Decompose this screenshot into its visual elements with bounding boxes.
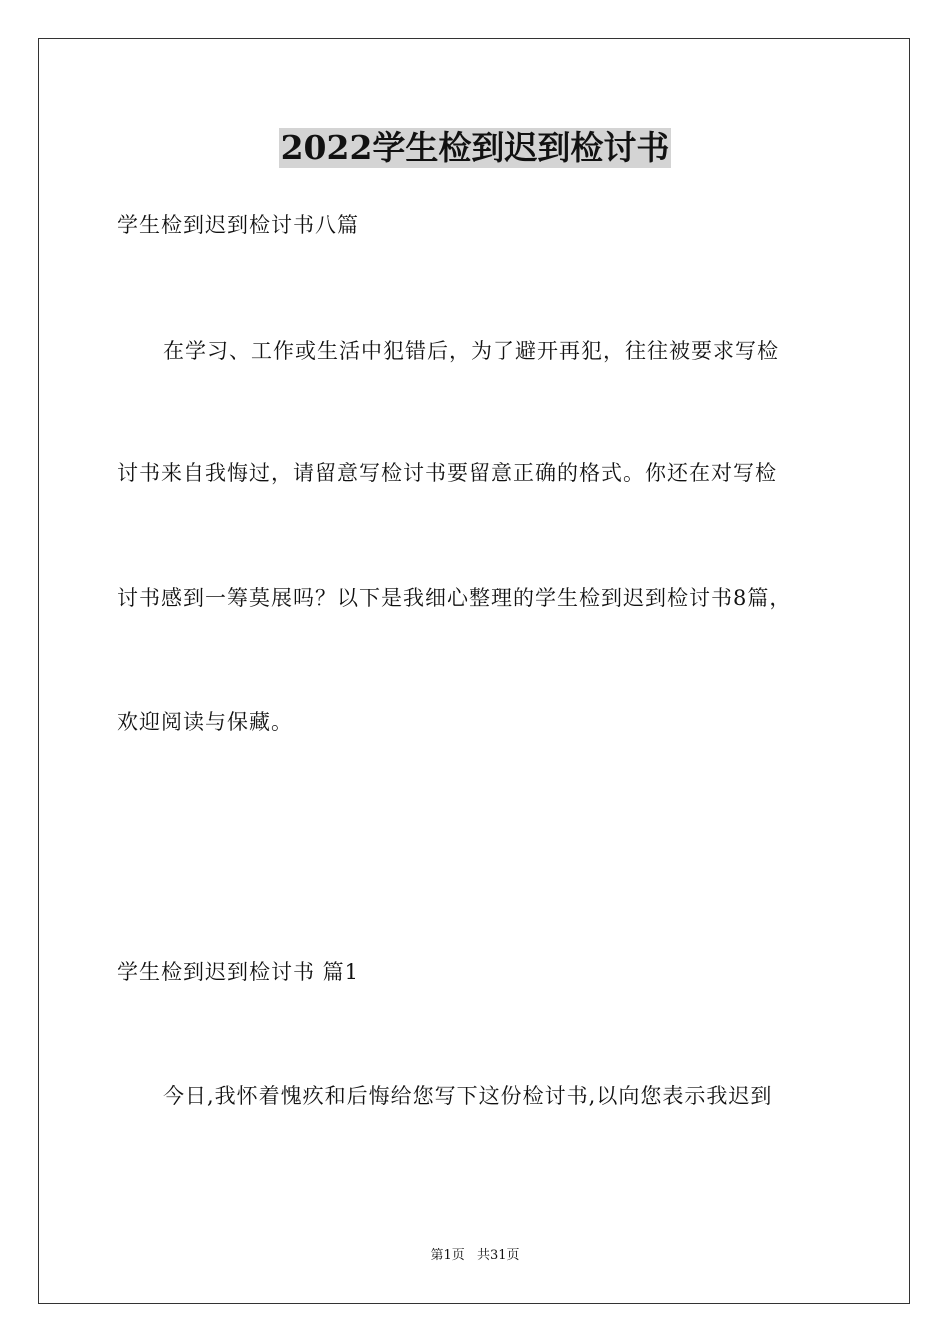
section-heading: 学生检到迟到检讨书 篇1 <box>117 960 360 984</box>
paragraph-line: 讨书来自我悔过，请留意写检讨书要留意正确的格式。你还在对写检 <box>117 461 777 485</box>
page-number-current: 第1页 <box>430 1248 465 1263</box>
paragraph-line: 欢迎阅读与保藏。 <box>117 710 293 734</box>
page-footer <box>0 1247 950 1265</box>
paragraph-line: 今日,我怀着愧疚和后悔给您写下这份检讨书,以向您表示我迟到 <box>163 1084 773 1108</box>
page-number-total: 共31页 <box>476 1248 520 1263</box>
document-subtitle: 学生检到迟到检讨书八篇 <box>117 213 359 237</box>
title-container <box>0 128 950 168</box>
paragraph-line: 讨书感到一筹莫展吗？以下是我细心整理的学生检到迟到检讨书8篇， <box>117 586 792 610</box>
document-title: 2022学生检到迟到检讨书 <box>280 128 670 167</box>
paragraph-line: 在学习、工作或生活中犯错后，为了避开再犯，往往被要求写检 <box>163 339 779 363</box>
